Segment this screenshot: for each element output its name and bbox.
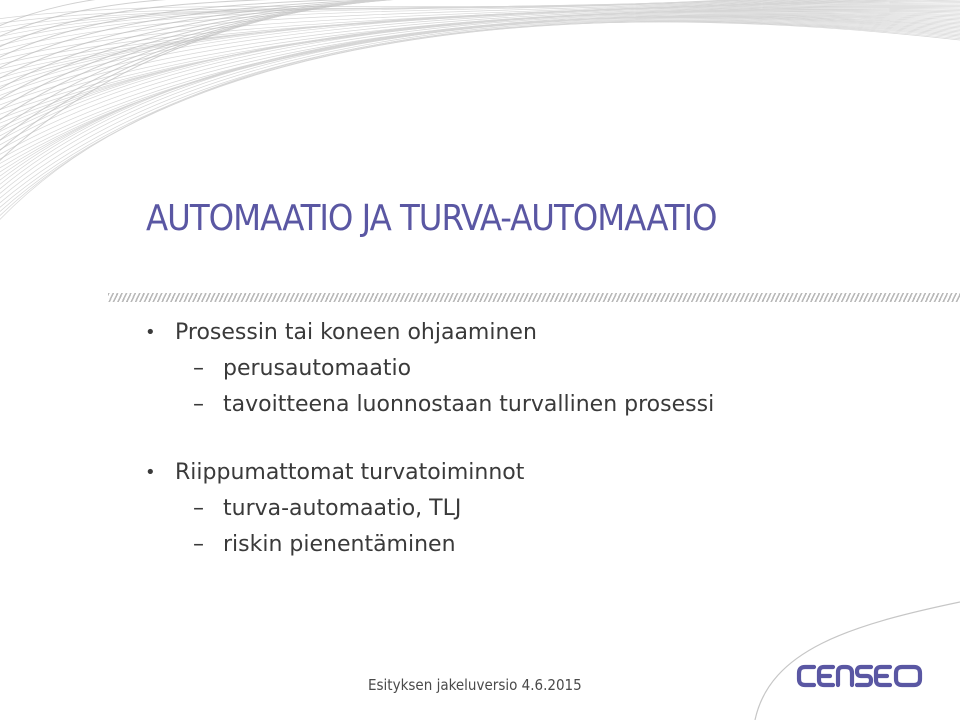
bullet-icon: • <box>145 322 156 343</box>
sub-bullet-text: turva-automaatio, TLJ <box>223 496 462 521</box>
bullet-text: Prosessin tai koneen ohjaaminen <box>175 320 537 345</box>
bullet-icon: • <box>145 462 156 483</box>
sub-list-item <box>193 354 412 384</box>
sub-list-item <box>193 494 462 524</box>
censeo-logo <box>795 659 925 693</box>
list-item <box>145 318 537 348</box>
sub-list-item <box>193 530 456 560</box>
sub-bullet-text: tavoitteena luonnostaan turvallinen prosessi <box>223 392 715 417</box>
footer-version-text: Esityksen jakeluversio 4.6.2015 <box>368 676 582 694</box>
slide-title: AUTOMAATIO JA TURVA-AUTOMAATIO <box>146 198 717 239</box>
sub-bullet-text: perusautomaatio <box>223 356 412 381</box>
dash-icon: – <box>193 496 204 521</box>
dash-icon: – <box>193 532 204 557</box>
dash-icon: – <box>193 392 204 417</box>
bullet-text: Riippumattomat turvatoiminnot <box>175 460 525 485</box>
list-item <box>145 458 525 488</box>
sub-bullet-text: riskin pienentäminen <box>223 532 456 557</box>
dash-icon: – <box>193 356 204 381</box>
sub-list-item <box>193 390 715 420</box>
